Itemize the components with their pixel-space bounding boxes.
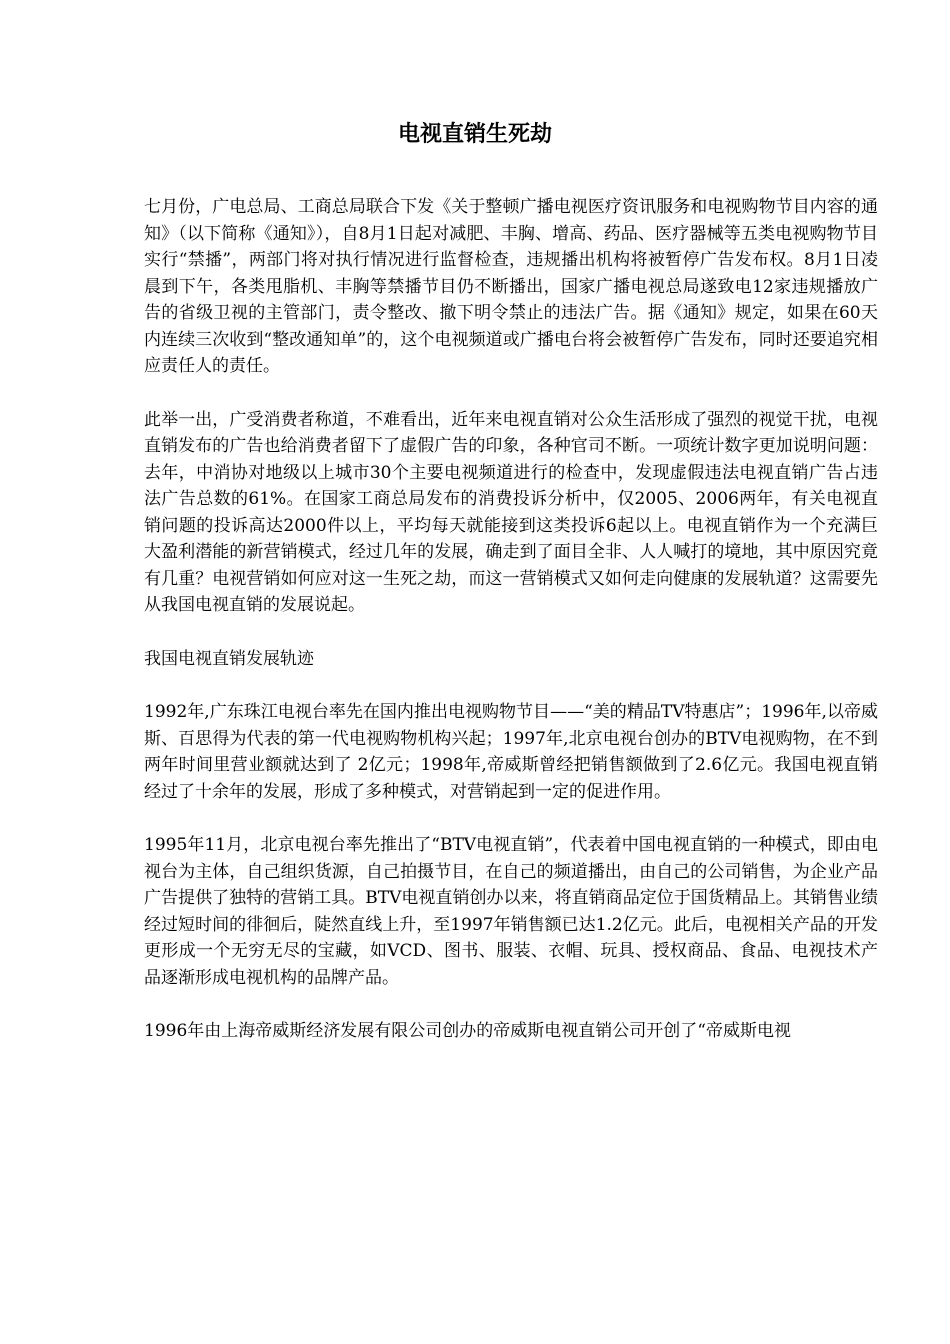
paragraph-ban-notice: 七月份，广电总局、工商总局联合下发《关于整顿广播电视医疗资讯服务和电视购物节目内容的通知》（以下简称《通知》），自8月1日起对减肥、丰胸、增高、药品、医疗器械等五类电视购物节目实行“禁播”，两部门将对执行情况进行监督检查，违规播出机构将被暂停广告发布权。8月1日凌晨到下午，各类甩脂机、丰胸等禁播节目仍不断播出，国家广播电视总局遂致电12家违规播放广告的省级卫视的主管部门，责令整改、撤下明令禁止的违法广告。据《通知》规定，如果在60天内连续三次收到“整改通知单”的，这个电视频道或广播电台将会被暂停广告发布，同时还要追究相应责任人的责任。: [144, 197, 878, 376]
document-body: [144, 194, 878, 1072]
section-heading: 我国电视直销发展轨迹: [144, 648, 314, 669]
document-title: 电视直销生死劫: [397, 122, 552, 147]
paragraph-consumer-reaction: 此举一出，广受消费者称道，不难看出，近年来电视直销对公众生活形成了强烈的视觉干扰，电视直销发布的广告也给消费者留下了虚假广告的印象，各种官司不断。一项统计数字更加说明问题：去年，中消协对地级以上城市30个主要电视频道进行的检查中，发现虚假违法电视直销广告占违法广告总数的61%。在国家工商总局发布的消费投诉分析中，仅2005、2006两年，有关电视直销问题的投诉高达2000件以上，平均每天就能接到这类投诉6起以上。电视直销作为一个充满巨大盈利潜能的新营销模式，经过几年的发展，确走到了面目全非、人人喊打的境地，其中原因究竟有几重？电视营销如何应对这一生死之劫，而这一营销模式又如何走向健康的发展轨道？这需要先从我国电视直销的发展说起。: [144, 409, 878, 615]
paragraph-dewise-model: 1996年由上海帝威斯经济发展有限公司创办的帝威斯电视直销公司开创了“帝威斯电视: [144, 1021, 791, 1041]
paragraph-btv-model: 1995年11月，北京电视台率先推出了“BTV电视直销”，代表着中国电视直销的一种模式，即由电视台为主体，自己组织货源，自己拍摄节目，在自己的频道播出，由自己的公司销售，为企业产品广告提供了独特的营销工具。BTV电视直销创办以来，将直销商品定位于国货精品上。其销售业绩经过短时间的徘徊后，陡然直线上升，至1997年销售额已达1.2亿元。此后，电视相关产品的开发更形成一个无穷无尽的宝藏，如VCD、图书、服装、衣帽、玩具、授权商品、食品、电视技术产品逐渐形成电视机构的品牌产品。: [144, 835, 878, 988]
paragraph-history-overview: 1992年,广东珠江电视台率先在国内推出电视购物节目——“美的精品TV特惠店”；1996年,以帝威斯、百思得为代表的第一代电视购物机构兴起；1997年,北京电视台创办的BTV电视购物，在不到两年时间里营业额就达到了 2亿元；1998年,帝威斯曾经把销售额做到了2.6亿元。我国电视直销经过了十余年的发展，形成了多种模式，对营销起到一定的促进作用。: [144, 702, 878, 802]
